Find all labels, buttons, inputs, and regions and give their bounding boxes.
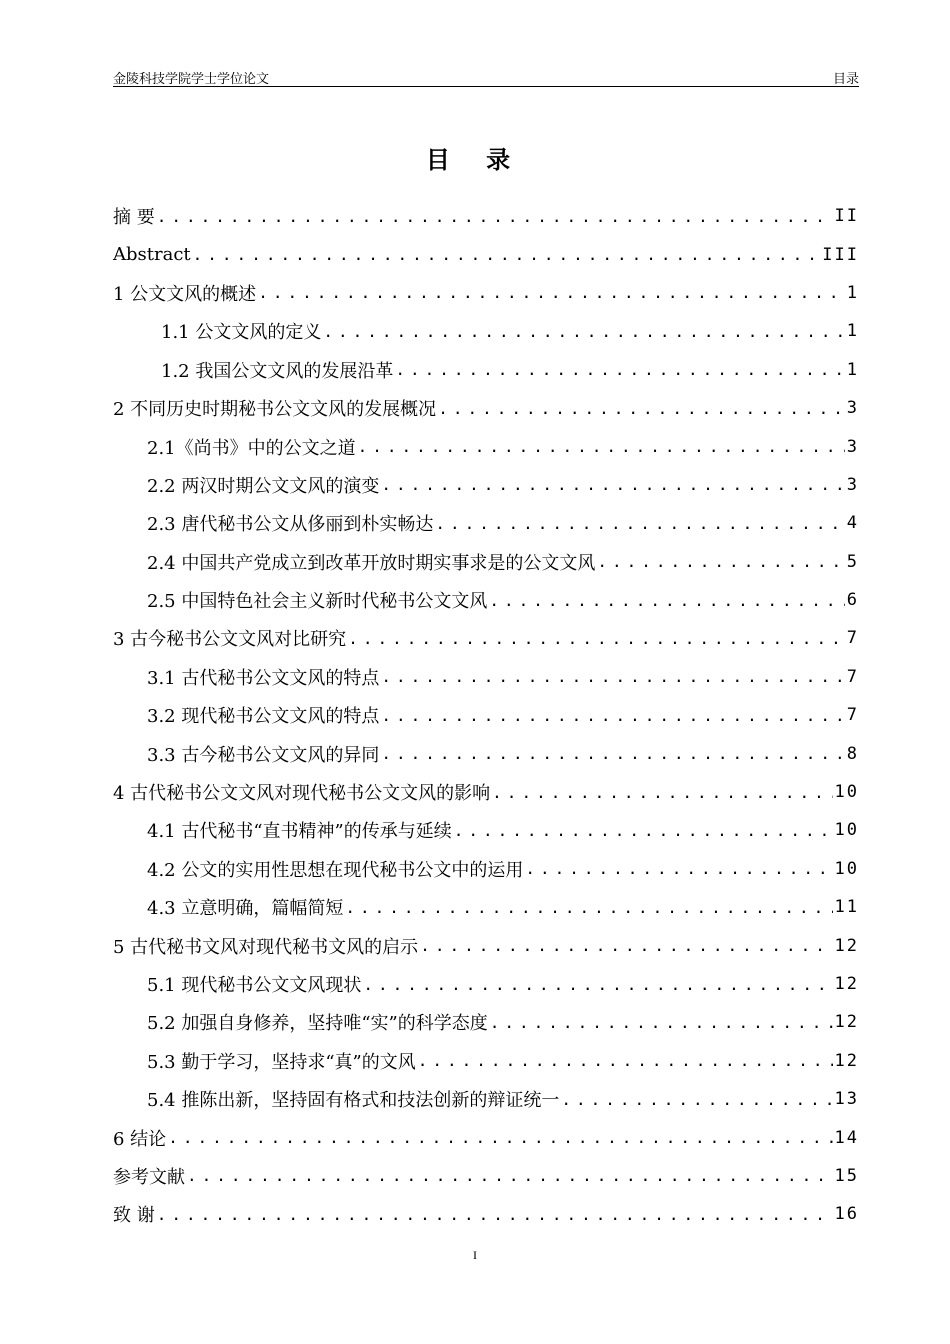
toc-entry-title: 致 谢: [113, 1205, 155, 1227]
toc-leader-dots: [489, 591, 844, 610]
toc-entry[interactable]: [113, 926, 859, 964]
toc-entry-title: 5.2 加强自身修养，坚持唯“实”的科学态度: [147, 1013, 488, 1035]
toc-entry[interactable]: [113, 312, 859, 350]
toc-entry-title: 4 古代秘书公文文风对现代秘书公文文风的影响: [113, 783, 491, 805]
toc-entry-page: 15: [834, 1165, 859, 1186]
toc-entry[interactable]: [113, 1118, 859, 1156]
toc-leader-dots: [358, 437, 845, 456]
toc-entry-page: 3: [846, 398, 859, 419]
toc-entry-page: 10: [834, 820, 859, 841]
toc-entry-page: 3: [846, 436, 859, 457]
toc-entry-page: 11: [834, 897, 859, 918]
page-number: I: [473, 1248, 477, 1262]
toc-entry[interactable]: [113, 235, 859, 273]
toc-entry-page: 5: [846, 551, 859, 572]
toc-leader-dots: [258, 283, 845, 302]
toc-entry-title: 2.4 中国共产党成立到改革开放时期实事求是的公文文风: [147, 552, 596, 574]
toc-entry-page: 7: [846, 666, 859, 687]
toc-leader-dots: [418, 1051, 833, 1070]
toc-entry-page: 3: [846, 474, 859, 495]
toc-entry[interactable]: [113, 1157, 859, 1195]
toc-entry-title: 2.1《尚书》中的公文之道: [147, 437, 356, 459]
toc-entry[interactable]: [113, 696, 859, 734]
toc-entry[interactable]: [113, 504, 859, 542]
table-of-contents: [113, 197, 859, 1234]
toc-entry-title: 3.1 古代秘书公文文风的特点: [147, 667, 380, 689]
toc-leader-dots: [323, 322, 844, 341]
toc-entry[interactable]: [113, 543, 859, 581]
toc-entry-page: 6: [846, 590, 859, 611]
toc-leader-dots: [381, 667, 844, 686]
toc-entry-page: 13: [834, 1089, 859, 1110]
toc-entry[interactable]: [113, 773, 859, 811]
toc-entry-page: 10: [834, 858, 859, 879]
toc-entry-title: 参考文献: [113, 1166, 185, 1188]
toc-leader-dots: [168, 1128, 832, 1147]
toc-entry-page: 12: [834, 1012, 859, 1033]
toc-entry[interactable]: [113, 888, 859, 926]
toc-entry[interactable]: [113, 351, 859, 389]
toc-entry-page: 8: [846, 743, 859, 764]
toc-leader-dots: [157, 1205, 833, 1224]
toc-entry-page: III: [822, 244, 859, 265]
toc-entry-page: 12: [834, 974, 859, 994]
toc-entry[interactable]: [113, 1003, 859, 1041]
toc-entry-page: 7: [846, 705, 859, 726]
toc-entry-title: 2.5 中国特色社会主义新时代秘书公文文风: [147, 591, 488, 613]
toc-entry-page: 1: [846, 282, 859, 303]
toc-entry[interactable]: [113, 811, 859, 849]
toc-entry-title: 4.3 立意明确，篇幅简短: [147, 898, 344, 920]
page-title: 目 录: [425, 146, 525, 174]
toc-entry-title: Abstract: [113, 244, 191, 266]
toc-entry-page: 12: [834, 935, 859, 956]
toc-entry[interactable]: [113, 658, 859, 696]
toc-entry[interactable]: [113, 734, 859, 772]
toc-entry-title: 1.2 我国公文文风的发展沿革: [161, 360, 394, 382]
toc-entry-page: 12: [834, 1050, 859, 1071]
toc-entry[interactable]: [113, 581, 859, 619]
header-thesis-label: 金陵科技学院学士学位论文: [113, 72, 270, 87]
toc-entry-title: 3.3 古今秘书公文文风的异同: [147, 744, 380, 766]
page-header: [113, 64, 859, 87]
toc-entry-page: 14: [834, 1127, 859, 1148]
toc-entry[interactable]: [113, 1080, 859, 1118]
toc-leader-dots: [345, 898, 832, 917]
toc-entry-title: 1.1 公文文风的定义: [161, 322, 322, 344]
toc-leader-dots: [525, 859, 832, 878]
toc-leader-dots: [193, 245, 821, 264]
toc-entry-title: 4.1 古代秘书“直书精神”的传承与延续: [147, 821, 452, 843]
toc-leader-dots: [597, 552, 844, 571]
toc-leader-dots: [438, 399, 845, 418]
toc-leader-dots: [381, 475, 844, 494]
toc-entry[interactable]: [113, 850, 859, 888]
toc-entry-title: 2.3 唐代秘书公文从侈丽到朴实畅达: [147, 514, 434, 536]
toc-entry-title: 2 不同历史时期秘书公文文风的发展概况: [113, 399, 437, 421]
toc-leader-dots: [381, 744, 844, 763]
toc-leader-dots: [490, 1013, 833, 1032]
toc-leader-dots: [187, 1166, 833, 1185]
toc-entry[interactable]: [113, 274, 859, 312]
toc-entry-page: II: [834, 206, 859, 227]
toc-entry-title: 5 古代秘书文风对现代秘书文风的启示: [113, 936, 419, 958]
toc-entry-title: 3.2 现代秘书公文文风的特点: [147, 706, 380, 728]
toc-entry[interactable]: [113, 1042, 859, 1080]
toc-entry-title: 6 结论: [113, 1128, 167, 1150]
toc-entry-page: 1: [846, 359, 859, 380]
toc-entry[interactable]: [113, 965, 859, 1003]
toc-entry-page: 16: [834, 1204, 859, 1225]
toc-entry[interactable]: [113, 1195, 859, 1233]
toc-entry-title: 摘 要: [113, 207, 155, 229]
toc-leader-dots: [454, 821, 833, 840]
toc-entry-title: 5.4 推陈出新，坚持固有格式和技法创新的辩证统一: [147, 1090, 560, 1112]
toc-entry[interactable]: [113, 619, 859, 657]
toc-entry[interactable]: [113, 389, 859, 427]
toc-entry-title: 2.2 两汉时期公文文风的演变: [147, 475, 380, 497]
toc-entry-title: 1 公文文风的概述: [113, 283, 257, 305]
toc-entry-page: 7: [846, 628, 859, 649]
toc-entry-title: 4.2 公文的实用性思想在现代秘书公文中的运用: [147, 859, 524, 881]
toc-entry-page: 10: [834, 782, 859, 803]
toc-leader-dots: [561, 1090, 832, 1109]
toc-leader-dots: [157, 207, 833, 226]
toc-leader-dots: [435, 514, 844, 533]
toc-entry-title: 3 古今秘书公文文风对比研究: [113, 629, 347, 651]
toc-entry-page: 1: [846, 321, 859, 342]
toc-leader-dots: [492, 783, 832, 802]
toc-entry-title: 5.3 勤于学习，坚持求“真”的文风: [147, 1051, 416, 1073]
toc-entry-title: 5.1 现代秘书公文文风现状: [147, 975, 362, 996]
header-section-label: 目录: [832, 72, 859, 87]
toc-leader-dots: [381, 706, 844, 725]
toc-entry[interactable]: [113, 197, 859, 235]
toc-leader-dots: [395, 360, 844, 379]
toc-leader-dots: [348, 629, 845, 648]
toc-leader-dots: [420, 936, 832, 955]
toc-entry[interactable]: [113, 427, 859, 465]
toc-entry[interactable]: [113, 466, 859, 504]
toc-entry-page: 4: [846, 513, 859, 534]
toc-leader-dots: [363, 975, 832, 994]
